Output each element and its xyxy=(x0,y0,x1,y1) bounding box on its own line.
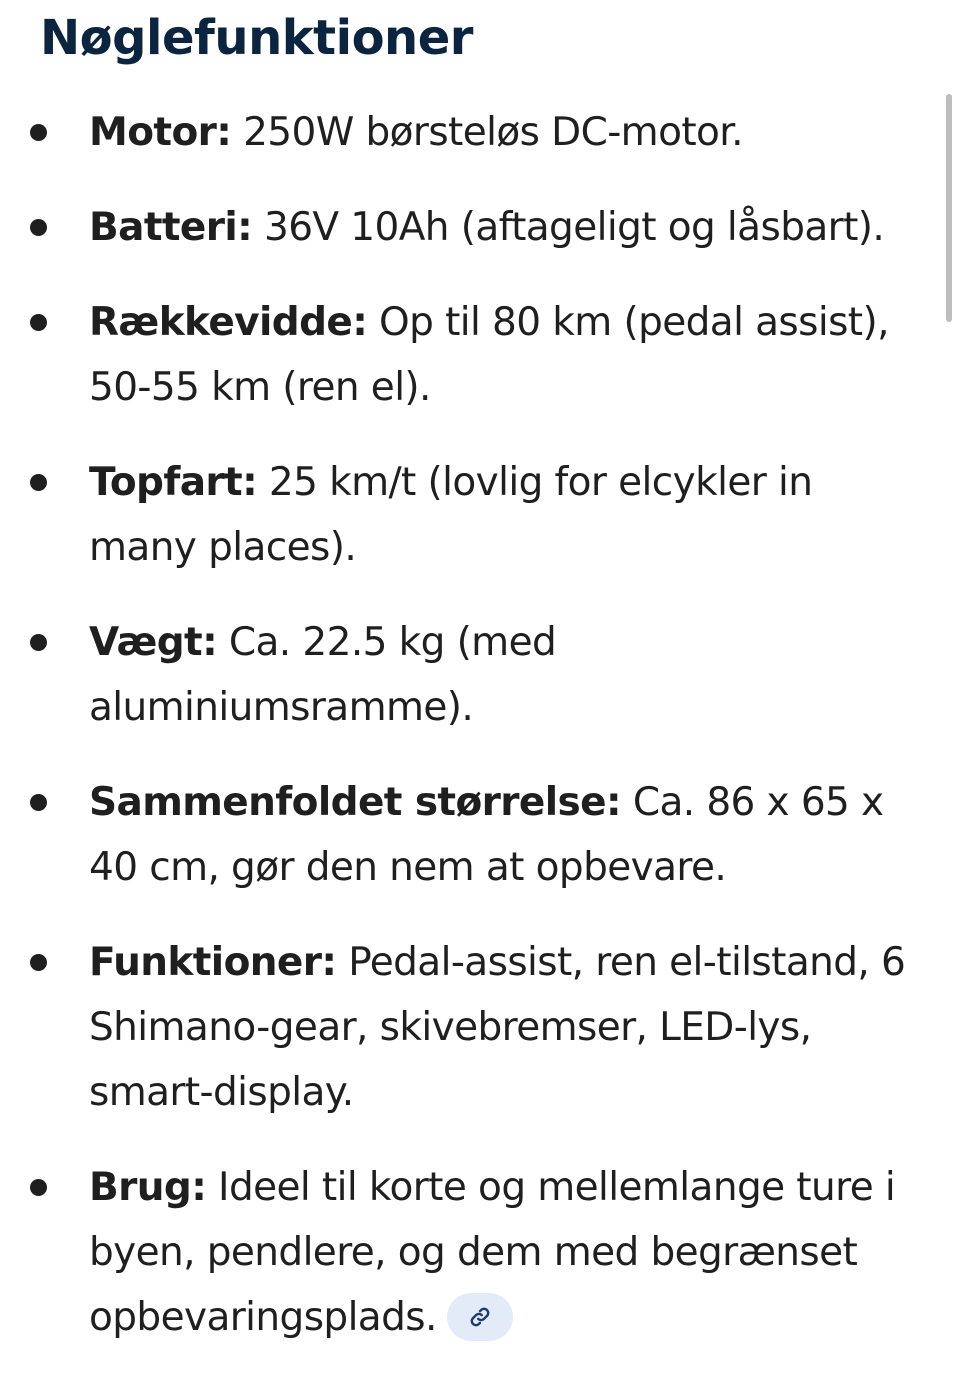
bullet-icon xyxy=(30,794,47,811)
feature-label: Vægt: xyxy=(89,620,218,665)
feature-text: 250W børsteløs DC-motor. xyxy=(231,110,743,155)
list-item xyxy=(0,770,930,900)
feature-text: Pedal-assist, ren el-tilstand, 6 Shimano-gear, skivebremser, LED-lys, smart-display. xyxy=(89,940,906,1115)
list-item xyxy=(0,195,930,260)
bullet-icon xyxy=(30,474,47,491)
feature-text: 36V 10Ah (aftageligt og låsbart). xyxy=(252,205,885,250)
bullet-icon xyxy=(30,219,47,236)
feature-list xyxy=(0,100,930,1380)
bullet-icon xyxy=(30,314,47,331)
feature-label: Funktioner: xyxy=(89,940,337,985)
feature-text: 25 km/t (lovlig for elcykler in many places). xyxy=(89,460,813,570)
feature-text: Op til 80 km (pedal assist), 50-55 km (ren el). xyxy=(89,300,889,410)
bullet-icon xyxy=(30,1179,47,1196)
list-item xyxy=(0,100,930,165)
list-item xyxy=(0,1155,930,1350)
bullet-icon xyxy=(30,124,47,141)
source-link-chip[interactable] xyxy=(447,1293,513,1341)
list-item xyxy=(0,290,930,420)
list-item xyxy=(0,610,930,740)
feature-text: Ca. 22.5 kg (med aluminiumsramme). xyxy=(89,620,557,730)
list-item xyxy=(0,930,930,1125)
feature-label: Brug: xyxy=(89,1165,207,1210)
link-icon xyxy=(469,1306,491,1328)
list-item xyxy=(0,450,930,580)
feature-label: Motor: xyxy=(89,110,232,155)
bullet-icon xyxy=(30,954,47,971)
bullet-icon xyxy=(30,634,47,651)
feature-label: Sammenfoldet størrelse: xyxy=(89,780,622,825)
feature-text: Ideel til korte og mellemlange ture i byen, pendlere, og dem med begrænset opbevaringsplads. xyxy=(89,1165,896,1340)
section-heading: Nøglefunktioner xyxy=(40,10,473,66)
feature-label: Batteri: xyxy=(89,205,253,250)
feature-text: Ca. 86 x 65 x 40 cm, gør den nem at opbevare. xyxy=(89,780,884,890)
feature-label: Rækkevidde: xyxy=(89,300,368,345)
scrollbar-thumb[interactable] xyxy=(946,94,952,322)
feature-label: Topfart: xyxy=(89,460,258,505)
